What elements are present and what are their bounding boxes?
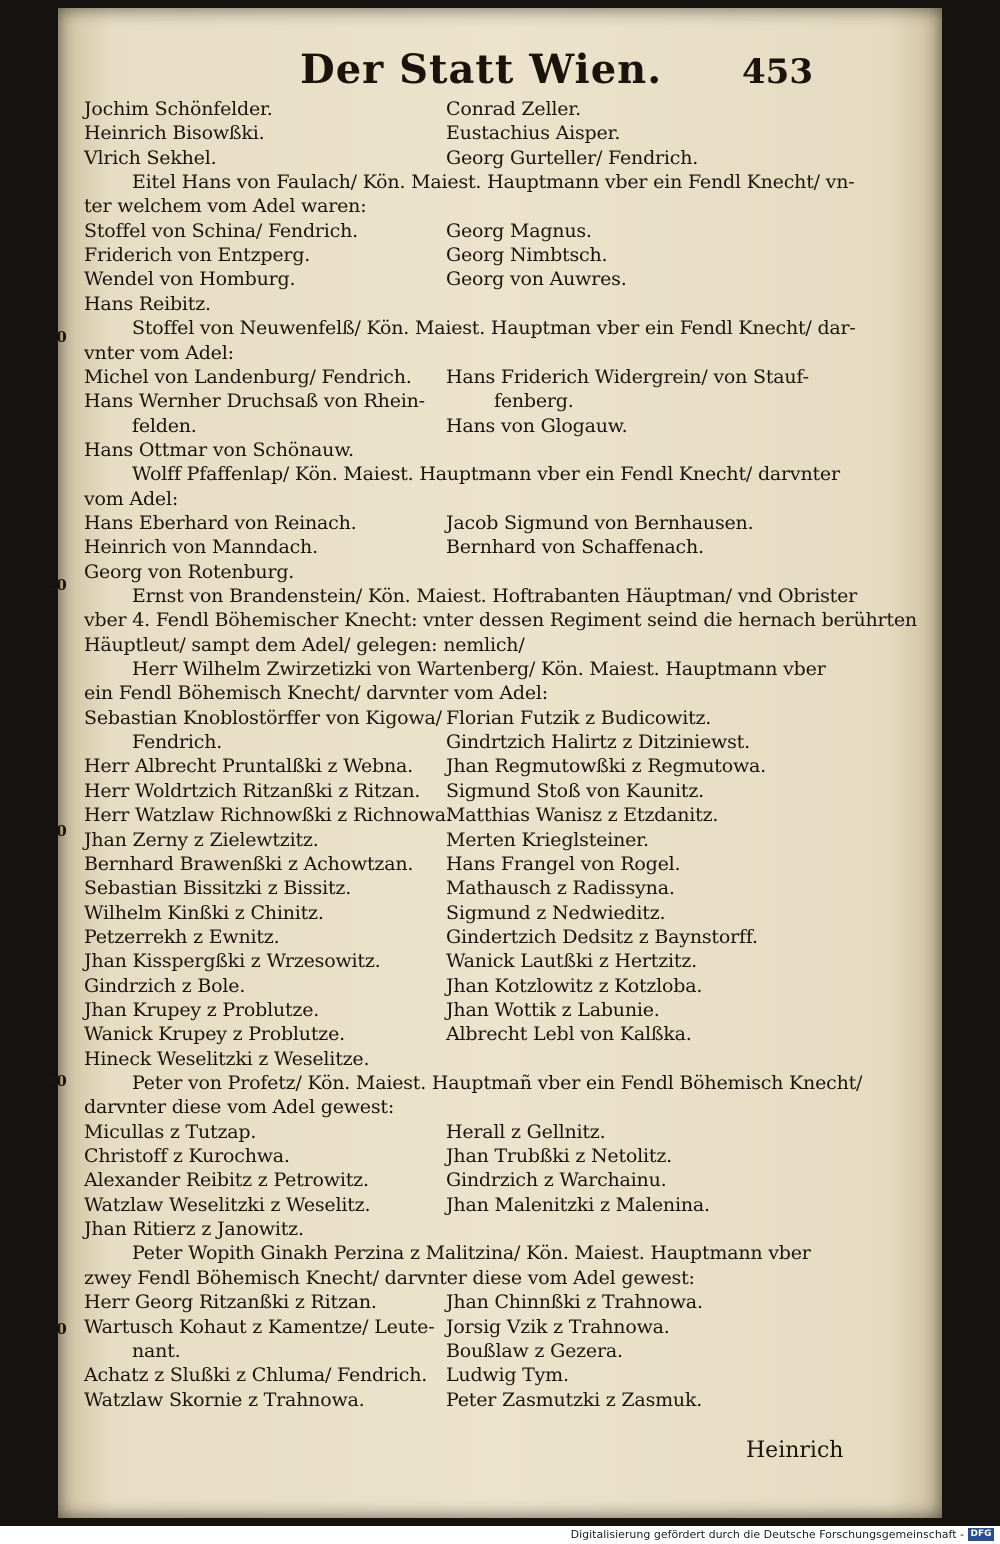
margin-line-number: 20: [46, 576, 67, 594]
right-column-entry: Jhan Wottik z Labunie.: [446, 999, 660, 1021]
left-column-entry: Wilhelm Kinßki z Chinitz.: [84, 902, 324, 924]
left-column-entry: Jhan Kisspergßki z Wrzesowitz.: [84, 950, 381, 972]
left-column-entry: Watzlaw Weselitzki z Weselitz.: [84, 1194, 371, 1216]
right-column-entry: Conrad Zeller.: [446, 98, 581, 120]
full-line: vnter vom Adel:: [84, 342, 234, 364]
running-head-title: Der Statt Wien.: [300, 46, 663, 93]
right-column-entry: Georg Magnus.: [446, 220, 592, 242]
right-column-entry: Sigmund z Nedwieditz.: [446, 902, 666, 924]
left-column-entry: Jhan Zerny z Zielewtzitz.: [84, 829, 319, 851]
left-column-entry: Friderich von Entzperg.: [84, 244, 311, 266]
left-column-entry: Michel von Landenburg/ Fendrich.: [84, 366, 412, 388]
left-column-entry: Wendel von Homburg.: [84, 268, 296, 290]
left-column-entry: Petzerrekh z Ewnitz.: [84, 926, 280, 948]
right-column-entry: Wanick Lautßki z Hertzitz.: [446, 950, 698, 972]
left-column-entry: Stoffel von Schina/ Fendrich.: [84, 220, 359, 242]
right-column-entry: Matthias Wanisz z Etzdanitz.: [446, 804, 719, 826]
left-column-entry: Herr Georg Ritzanßki z Ritzan.: [84, 1291, 377, 1313]
full-line: Eitel Hans von Faulach/ Kön. Maiest. Hauptmann vber ein Fendl Knecht/ vn-: [132, 171, 855, 193]
right-column-entry: Gindrzich z Warchainu.: [446, 1169, 667, 1191]
right-column-entry: Jacob Sigmund von Bernhausen.: [446, 512, 754, 534]
left-column-entry: Vlrich Sekhel.: [84, 147, 217, 169]
right-column-entry: Georg Gurteller/ Fendrich.: [446, 147, 699, 169]
right-column-entry: Jhan Malenitzki z Malenina.: [446, 1194, 710, 1216]
full-line: vber 4. Fendl Böhemischer Knecht: vnter dessen Regiment seind die hernach berührten: [84, 609, 917, 631]
right-column-entry: Jhan Kotzlowitz z Kotzloba.: [446, 975, 703, 997]
margin-line-number: 30: [46, 822, 67, 840]
left-column-entry: felden.: [132, 415, 197, 437]
full-line: Häuptleut/ sampt dem Adel/ gelegen: nemlich/: [84, 634, 525, 656]
left-column-entry: Jhan Krupey z Problutze.: [84, 999, 320, 1021]
right-column-entry: Jhan Regmutowßki z Regmutowa.: [446, 755, 767, 777]
left-column-entry: Achatz z Slußki z Chluma/ Fendrich.: [84, 1364, 428, 1386]
right-column-entry: Jhan Trubßki z Netolitz.: [446, 1145, 672, 1167]
full-line: Stoffel von Neuwenfelß/ Kön. Maiest. Hauptman vber ein Fendl Knecht/ dar-: [132, 317, 856, 339]
left-column-entry: Herr Albrecht Pruntalßki z Webna.: [84, 755, 413, 777]
left-column-entry: Heinrich Bisowßki.: [84, 122, 265, 144]
left-column-entry: Wanick Krupey z Problutze.: [84, 1023, 345, 1045]
right-column-entry: Hans Frangel von Rogel.: [446, 853, 681, 875]
full-line: Ernst von Brandenstein/ Kön. Maiest. Hoftrabanten Häuptman/ vnd Obrister: [132, 585, 858, 607]
right-column-entry: Georg von Auwres.: [446, 268, 627, 290]
right-column-entry: Eustachius Aisper.: [446, 122, 621, 144]
left-column-entry: Herr Watzlaw Richnowßki z Richnowa.: [84, 804, 452, 826]
right-column-entry: Florian Futzik z Budicowitz.: [446, 707, 712, 729]
left-column-entry: Fendrich.: [132, 731, 223, 753]
page-number: 453: [742, 52, 813, 92]
left-column-entry: Bernhard Brawenßki z Achowtzan.: [84, 853, 414, 875]
full-line: Wolff Pfaffenlap/ Kön. Maiest. Hauptmann vber ein Fendl Knecht/ darvnter: [132, 463, 840, 485]
left-column-entry: Heinrich von Manndach.: [84, 536, 318, 558]
left-column-entry: Hans Reibitz.: [84, 293, 211, 315]
full-line: zwey Fendl Böhemisch Knecht/ darvnter diese vom Adel gewest:: [84, 1267, 695, 1289]
right-column-entry: Ludwig Tym.: [446, 1364, 569, 1386]
left-column-entry: Hans Eberhard von Reinach.: [84, 512, 357, 534]
full-line: darvnter diese vom Adel gewest:: [84, 1096, 395, 1118]
right-column-entry: Jhan Chinnßki z Trahnowa.: [446, 1291, 703, 1313]
full-line: ter welchem vom Adel waren:: [84, 195, 367, 217]
full-line: ein Fendl Böhemisch Knecht/ darvnter vom Adel:: [84, 682, 548, 704]
right-column-entry: Sigmund Stoß von Kaunitz.: [446, 780, 704, 802]
left-column-entry: Sebastian Bissitzki z Bissitz.: [84, 877, 352, 899]
left-column-entry: Jhan Ritierz z Janowitz.: [84, 1218, 304, 1240]
margin-line-number: 10: [46, 328, 67, 346]
right-column-entry: Hans Friderich Widergrein/ von Stauf-: [446, 366, 809, 388]
right-column-entry: Merten Krieglsteiner.: [446, 829, 649, 851]
right-column-entry: Bernhard von Schaffenach.: [446, 536, 704, 558]
right-column-entry: Gindrtzich Halirtz z Ditziniewst.: [446, 731, 750, 753]
left-column-entry: Christoff z Kurochwa.: [84, 1145, 290, 1167]
left-column-entry: Micullas z Tutzap.: [84, 1121, 257, 1143]
right-column-entry: Jorsig Vzik z Trahnowa.: [446, 1316, 670, 1338]
left-column-entry: Watzlaw Skornie z Trahnowa.: [84, 1389, 365, 1411]
right-column-entry: Georg Nimbtsch.: [446, 244, 608, 266]
left-column-entry: Wartusch Kohaut z Kamentze/ Leute-: [84, 1316, 435, 1338]
right-column-entry: Mathausch z Radissyna.: [446, 877, 675, 899]
full-line: Peter von Profetz/ Kön. Maiest. Hauptmañ vber ein Fendl Böhemisch Knecht/: [132, 1072, 863, 1094]
footer-bar: [0, 1526, 1000, 1544]
right-column-entry: Gindertzich Dedsitz z Baynstorff.: [446, 926, 758, 948]
left-column-entry: Sebastian Knoblostörffer von Kigowa/: [84, 707, 442, 729]
margin-line-number: 50: [46, 1320, 67, 1338]
left-column-entry: Alexander Reibitz z Petrowitz.: [84, 1169, 369, 1191]
left-column-entry: nant.: [132, 1340, 181, 1362]
catchword: Heinrich: [746, 1438, 844, 1463]
right-column-entry: Hans von Glogauw.: [446, 415, 628, 437]
right-column-entry: Peter Zasmutzki z Zasmuk.: [446, 1389, 703, 1411]
left-column-entry: Hans Ottmar von Schönauw.: [84, 439, 354, 461]
dfg-logo-icon: DFG: [968, 1528, 994, 1541]
left-column-entry: Hineck Weselitzki z Weselitze.: [84, 1048, 370, 1070]
right-column-entry: fenberg.: [494, 390, 574, 412]
full-line: Peter Wopith Ginakh Perzina z Malitzina/ Kön. Maiest. Hauptmann vber: [132, 1242, 811, 1264]
right-column-entry: Albrecht Lebl von Kalßka.: [446, 1023, 692, 1045]
left-column-entry: Hans Wernher Druchsaß von Rhein-: [84, 390, 425, 412]
margin-line-number: 40: [46, 1072, 67, 1090]
left-column-entry: Herr Woldrtzich Ritzanßki z Ritzan.: [84, 780, 421, 802]
right-column-entry: Herall z Gellnitz.: [446, 1121, 606, 1143]
right-column-entry: Boußlaw z Gezera.: [446, 1340, 623, 1362]
footer-credit: Digitalisierung gefördert durch die Deutsche Forschungsgemeinschaft -: [570, 1528, 964, 1541]
left-column-entry: Jochim Schönfelder.: [84, 98, 273, 120]
full-line: Herr Wilhelm Zwirzetizki von Wartenberg/ Kön. Maiest. Hauptmann vber: [132, 658, 826, 680]
full-line: vom Adel:: [84, 488, 179, 510]
left-column-entry: Gindrzich z Bole.: [84, 975, 246, 997]
left-column-entry: Georg von Rotenburg.: [84, 561, 295, 583]
